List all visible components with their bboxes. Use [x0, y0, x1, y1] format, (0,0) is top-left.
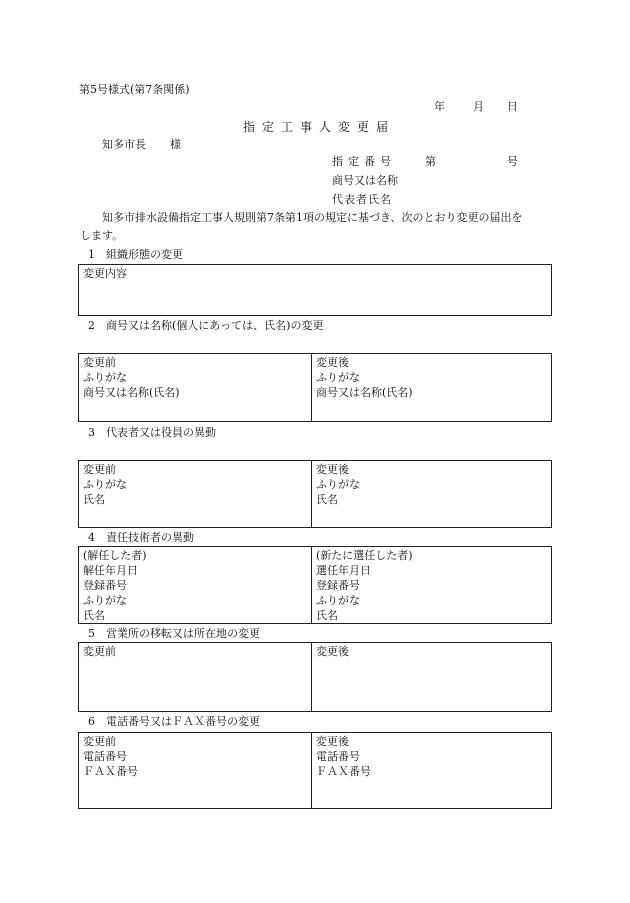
section-2-after-column: [312, 354, 551, 421]
section-5-heading: 5 営業所の移転又は所在地の変更: [88, 627, 260, 640]
section-4-table: [78, 546, 552, 624]
section-5-table: [78, 642, 552, 712]
section-2-before-column: [79, 354, 312, 421]
addressee-honorific: 様: [170, 138, 181, 151]
designation-number-prefix: 第: [425, 155, 436, 168]
section-5-after-column: [312, 643, 551, 711]
section-6-before-fax: ＦＡＸ番号: [83, 765, 138, 778]
designation-number-label: 指定番号: [332, 155, 396, 168]
section-3-before-name: 氏名: [83, 493, 105, 506]
section-2-after-header: 変更後: [316, 356, 349, 369]
date-year-label: 年: [434, 100, 445, 113]
representative-label: 代表者氏名: [332, 193, 392, 206]
designation-number-suffix: 号: [507, 155, 518, 168]
section-2-before-furigana: ふりがな: [83, 371, 127, 384]
intro-line-1: 知多市排水設備指定工事人規則第7条第1項の規定に基づき、次のとおり変更の届出を: [102, 211, 523, 224]
section-4-dismissed-registration-number: 登録番号: [83, 579, 127, 592]
section-4-appointed-header: (新たに選任した者): [316, 549, 413, 562]
section-2-table: [78, 353, 552, 422]
section-6-before-phone: 電話番号: [83, 750, 127, 763]
section-4-appointed-name: 氏名: [316, 609, 338, 622]
section-3-after-header: 変更後: [316, 463, 349, 476]
section-6-after-column: [312, 733, 551, 808]
section-4-heading: 4 責任技術者の異動: [88, 531, 194, 544]
section-2-after-name: 商号又は名称(氏名): [316, 386, 413, 399]
section-3-after-column: [312, 461, 551, 527]
section-4-appointment-date: 選任年月日: [316, 564, 371, 577]
section-6-before-header: 変更前: [83, 735, 116, 748]
section-2-before-name: 商号又は名称(氏名): [83, 386, 180, 399]
section-2-after-furigana: ふりがな: [316, 371, 360, 384]
intro-line-2: します。: [80, 229, 124, 242]
section-1-box: [78, 264, 552, 316]
date-day-label: 日: [507, 100, 518, 113]
section-5-before-column: [79, 643, 312, 711]
section-1-content-label: 変更内容: [83, 267, 127, 280]
section-6-after-fax: ＦＡＸ番号: [316, 765, 371, 778]
section-3-heading: 3 代表者又は役員の異動: [88, 426, 216, 439]
date-month-label: 月: [473, 100, 484, 113]
section-4-appointed-registration-number: 登録番号: [316, 579, 360, 592]
section-3-table: [78, 460, 552, 528]
section-6-after-phone: 電話番号: [316, 750, 360, 763]
section-1-heading: 1 組織形態の変更: [88, 248, 183, 261]
section-2-heading: 2 商号又は名称(個人にあっては、氏名)の変更: [88, 319, 324, 332]
section-4-appointed-column: [312, 547, 551, 623]
section-4-appointed-furigana: ふりがな: [316, 594, 360, 607]
section-4-dismissed-name: 氏名: [83, 609, 105, 622]
section-3-before-column: [79, 461, 312, 527]
section-3-before-furigana: ふりがな: [83, 478, 127, 491]
section-4-dismissed-header: (解任した者): [83, 549, 147, 562]
section-3-after-name: 氏名: [316, 493, 338, 506]
addressee-name: 知多市長: [102, 138, 146, 151]
trade-name-label: 商号又は名称: [332, 174, 398, 187]
section-4-dismissed-furigana: ふりがな: [83, 594, 127, 607]
section-6-heading: 6 電話番号又はＦＡＸ番号の変更: [88, 715, 260, 728]
section-5-after-header: 変更後: [316, 645, 349, 658]
section-2-before-header: 変更前: [83, 356, 116, 369]
form-number: 第5号様式(第7条関係): [79, 83, 190, 96]
section-6-table: [78, 732, 552, 809]
section-4-dismissal-date: 解任年月日: [83, 564, 138, 577]
document-title: 指定工事人変更届: [243, 120, 396, 134]
section-3-after-furigana: ふりがな: [316, 478, 360, 491]
section-6-before-column: [79, 733, 312, 808]
section-6-after-header: 変更後: [316, 735, 349, 748]
section-4-dismissed-column: [79, 547, 312, 623]
section-3-before-header: 変更前: [83, 463, 116, 476]
section-5-before-header: 変更前: [83, 645, 116, 658]
